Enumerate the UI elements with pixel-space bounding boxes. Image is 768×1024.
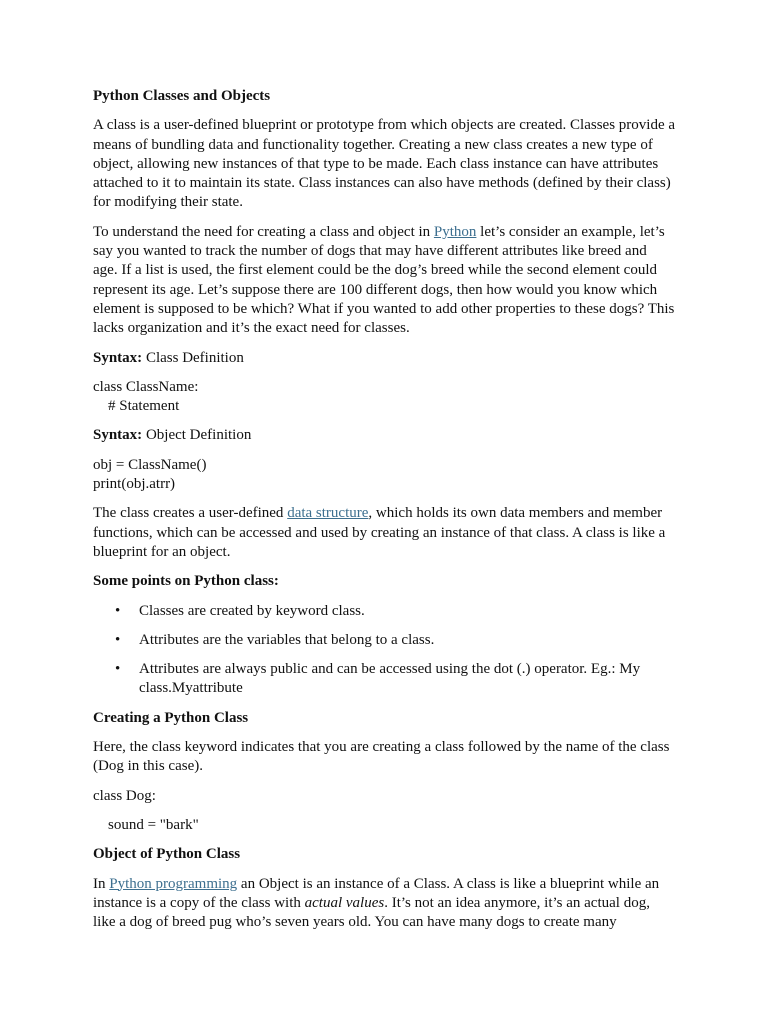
need-paragraph <box>93 223 675 339</box>
bullet-icon: • <box>115 602 121 619</box>
syntax-object-text: Object Definition <box>142 427 252 444</box>
object-paragraph <box>93 875 675 933</box>
data-structure-paragraph <box>93 504 675 562</box>
class-definition-code <box>93 378 675 417</box>
syntax-class-text: Class Definition <box>142 349 244 366</box>
object-text-mid: an Object is an instance of a Class. A class is like a blueprint while an instance is a copy of the class with <box>93 875 660 911</box>
code-line: # Statement <box>108 398 180 415</box>
data-structure-link[interactable]: data structure <box>287 505 369 522</box>
document-page <box>93 87 675 942</box>
syntax-class-heading <box>93 349 675 368</box>
object-class-heading: Object of Python Class <box>93 846 241 863</box>
actual-values-text: actual values <box>304 894 385 911</box>
page-title: Python Classes and Objects <box>93 88 271 104</box>
data-structure-text-before: The class creates a user-defined <box>93 505 288 522</box>
syntax-label: Syntax: <box>93 427 143 444</box>
list-item-text: Attributes are always public and can be accessed using the dot (.) operator. Eg.: My class.Myattribute <box>139 661 641 697</box>
python-link[interactable]: Python <box>433 223 477 240</box>
bullet-icon: • <box>115 661 121 678</box>
code-line: obj = ClassName() <box>93 456 207 473</box>
creating-class-paragraph: Here, the class keyword indicates that you are creating a class followed by the name of the class (Dog in this case). <box>93 739 670 775</box>
need-text-after: let’s consider an example, let’s say you wanted to track the number of dogs that may have different attributes like breed and age. If a list is used, the first element could be the dog’s breed while the second element could represent its age. Let’s suppose there are 100 different dogs, then how would you know which element is supposed to be which? What if you wanted to add other properties to these dogs? This lacks organization and it’s the exact need for classes. <box>93 223 675 337</box>
object-definition-code <box>93 456 675 495</box>
list-item <box>115 660 675 699</box>
code-line: class ClassName: <box>93 378 199 395</box>
list-item-text: Classes are created by keyword class. <box>139 602 365 619</box>
dog-class-code-line: class Dog: <box>93 787 156 804</box>
points-list <box>93 602 675 699</box>
dog-sound-code-line: sound = "bark" <box>108 816 199 833</box>
bullet-icon: • <box>115 631 121 648</box>
syntax-object-heading <box>93 426 675 445</box>
code-line: print(obj.atrr) <box>93 476 176 493</box>
list-item-text: Attributes are the variables that belong to a class. <box>139 631 435 648</box>
list-item <box>115 631 675 650</box>
data-structure-text-after: , which holds its own data members and member functions, which can be accessed and used by creating an instance of that class. A class is like a blueprint for an object. <box>93 505 666 560</box>
syntax-label: Syntax: <box>93 349 143 366</box>
points-heading: Some points on Python class: <box>93 573 279 590</box>
list-item <box>115 602 675 621</box>
python-programming-link[interactable]: Python programming <box>109 875 238 892</box>
need-text-before: To understand the need for creating a class and object in <box>93 223 434 240</box>
creating-class-heading: Creating a Python Class <box>93 709 249 726</box>
object-text-post: . It’s not an idea anymore, it’s an actual dog, like a dog of breed pug who’s seven years old. You can have many dogs to create many <box>93 894 650 931</box>
object-text-pre: In <box>93 875 110 892</box>
intro-paragraph: A class is a user-defined blueprint or prototype from which objects are created. Classes provide a means of bundling data and functionality together. Creating a new class creates a new type of object, allowing new instances of that type to be made. Each class instance can have attributes attached to it to maintain its state. Class instances can also have methods (defined by their class) for modifying their state. <box>93 117 676 211</box>
